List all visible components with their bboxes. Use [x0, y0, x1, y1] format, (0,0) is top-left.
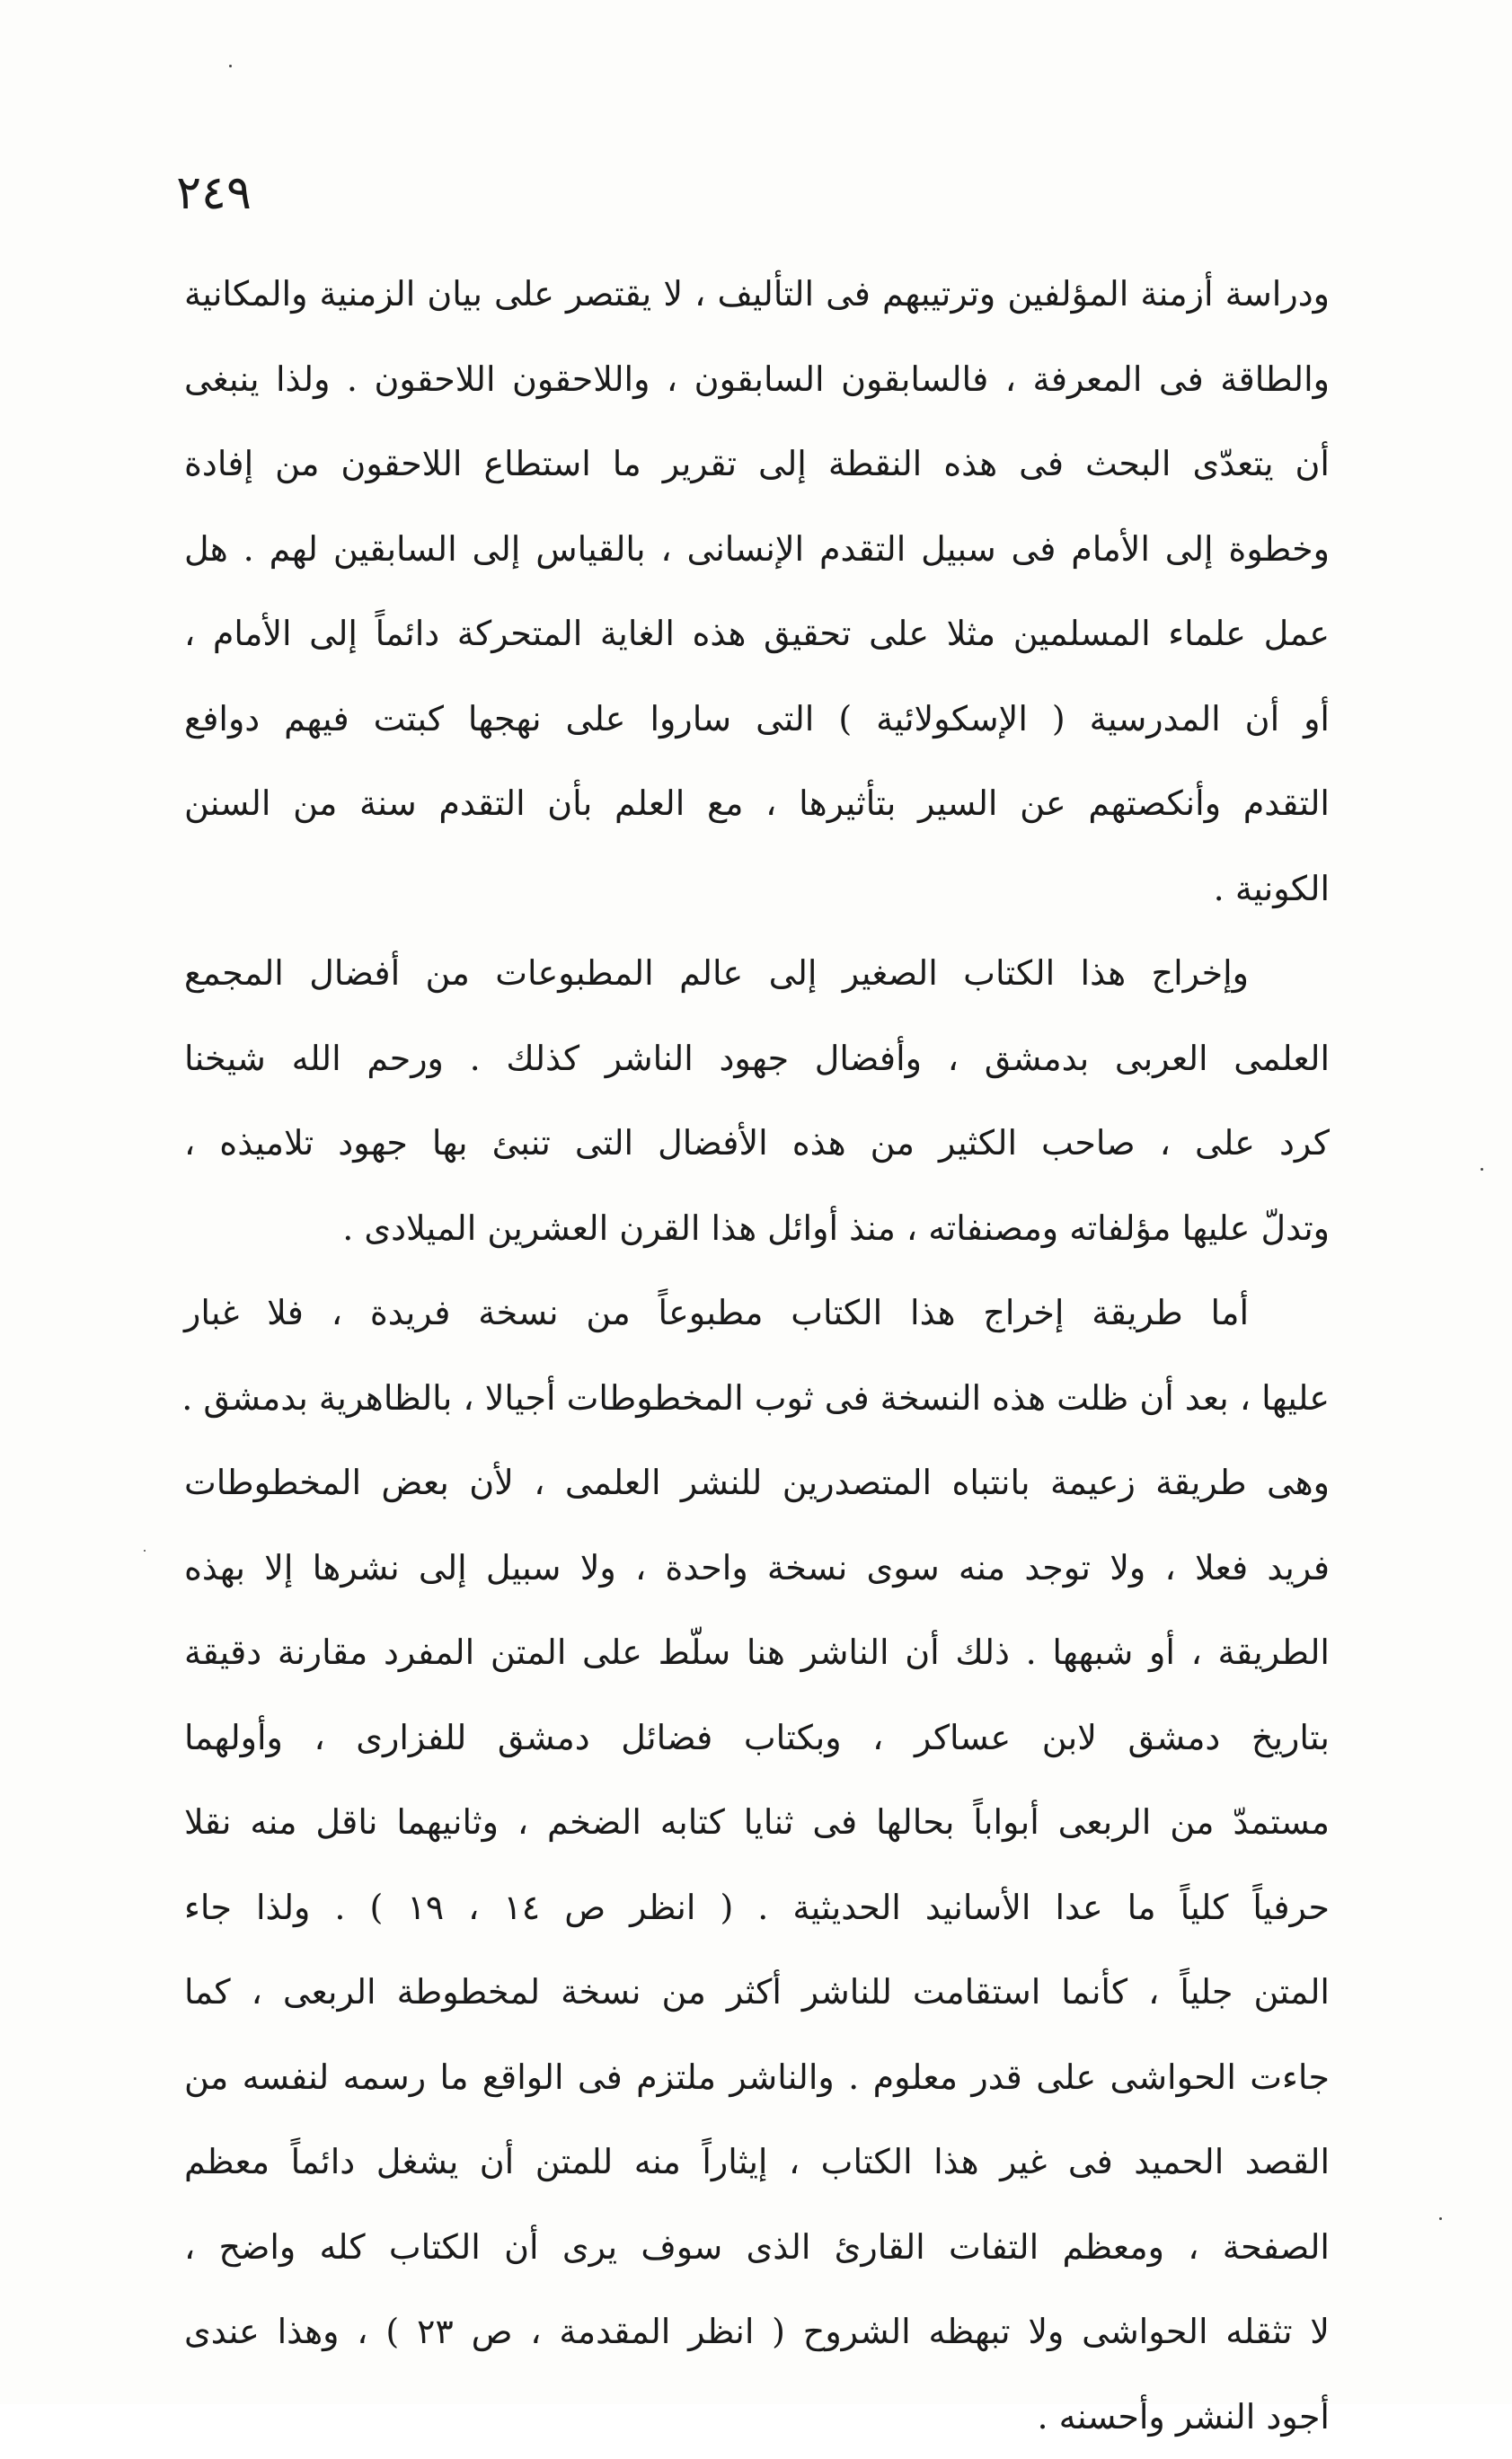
- text-line: الكونية .: [184, 846, 1330, 932]
- text-line: التقدم وأنكصتهم عن السير بتأثيرها ، مع العلم بأن التقدم سنة من السنن: [184, 761, 1330, 846]
- page-number: ٢٤٩: [160, 166, 268, 220]
- text-line: وهى طريقة زعيمة بانتباه المتصدرين للنشر العلمى ، لأن بعض المخطوطات: [184, 1440, 1330, 1526]
- paragraph-2: [184, 931, 1330, 1270]
- scan-speck: [1439, 2217, 1442, 2220]
- text-line: جاءت الحواشى على قدر معلوم . والناشر ملتزم فى الواقع ما رسمه لنفسه من: [184, 2035, 1330, 2120]
- text-line: لا تثقله الحواشى ولا تبهظه الشروح ( انظر المقدمة ، ص ٢٣ ) ، وهذا عندى: [184, 2289, 1330, 2375]
- body-text: [184, 252, 1330, 2459]
- text-line: وتدلّ عليها مؤلفاته ومصنفاته ، منذ أوائل هذا القرن العشرين الميلادى .: [184, 1186, 1330, 1271]
- text-line: وخطوة إلى الأمام فى سبيل التقدم الإنسانى ، بالقياس إلى السابقين لهم . هل: [184, 507, 1330, 592]
- text-line: كرد على ، صاحب الكثير من هذه الأفضال التى تنبئ بها جهود تلاميذه ،: [184, 1101, 1330, 1186]
- text-line: عمل علماء المسلمين مثلا على تحقيق هذه الغاية المتحركة دائماً إلى الأمام ،: [184, 591, 1330, 677]
- text-line: عليها ، بعد أن ظلت هذه النسخة فى ثوب المخطوطات أجيالا ، بالظاهرية بدمشق .: [184, 1356, 1330, 1441]
- text-line: أو أن المدرسية ( الإسكولائية ) التى ساروا على نهجها كبتت فيهم دوافع: [184, 677, 1330, 762]
- text-line: القصد الحميد فى غير هذا الكتاب ، إيثاراً منه للمتن أن يشغل دائماً معظم: [184, 2119, 1330, 2205]
- text-line: حرفياً كلياً ما عدا الأسانيد الحديثية . ( انظر ص ١٤ ، ١٩ ) . ولذا جاء: [184, 1865, 1330, 1950]
- scan-speck: [144, 1550, 146, 1552]
- text-line: ودراسة أزمنة المؤلفين وترتيبهم فى التأليف ، لا يقتصر على بيان الزمنية والمكانية: [184, 252, 1330, 337]
- text-line: أن يتعدّى البحث فى هذه النقطة إلى تقرير ما استطاع اللاحقون من إفادة: [184, 421, 1330, 507]
- paragraph-3: [184, 1270, 1330, 2459]
- text-line: العلمى العربى بدمشق ، وأفضال جهود الناشر كذلك . ورحم الله شيخنا: [184, 1016, 1330, 1101]
- text-line: المتن جلياً ، كأنما استقامت للناشر أكثر من نسخة لمخطوطة الربعى ، كما: [184, 1950, 1330, 2035]
- text-line: أجود النشر وأحسنه .: [184, 2375, 1330, 2459]
- text-line: وإخراج هذا الكتاب الصغير إلى عالم المطبوعات من أفضال المجمع: [184, 931, 1330, 1016]
- text-line: الصفحة ، ومعظم التفات القارئ الذى سوف يرى أن الكتاب كله واضح ،: [184, 2205, 1330, 2290]
- text-line: الطريقة ، أو شبهها . ذلك أن الناشر هنا سلّط على المتن المفرد مقارنة دقيقة: [184, 1610, 1330, 1695]
- paragraph-1: [184, 252, 1330, 931]
- text-line: فريد فعلا ، ولا توجد منه سوى نسخة واحدة ، ولا سبيل إلى نشرها إلا بهذه: [184, 1526, 1330, 1611]
- text-line: أما طريقة إخراج هذا الكتاب مطبوعاً من نسخة فريدة ، فلا غبار: [184, 1270, 1330, 1356]
- scan-speck: [229, 65, 232, 67]
- text-line: والطاقة فى المعرفة ، فالسابقون السابقون ، واللاحقون اللاحقون . ولذا ينبغى: [184, 337, 1330, 422]
- scan-speck: [1481, 1168, 1483, 1171]
- text-line: مستمدّ من الربعى أبواباً بحالها فى ثنايا كتابه الضخم ، وثانيهما ناقل منه نقلا: [184, 1780, 1330, 1865]
- text-line: بتاريخ دمشق لابن عساكر ، وبكتاب فضائل دمشق للفزارى ، وأولهما: [184, 1695, 1330, 1781]
